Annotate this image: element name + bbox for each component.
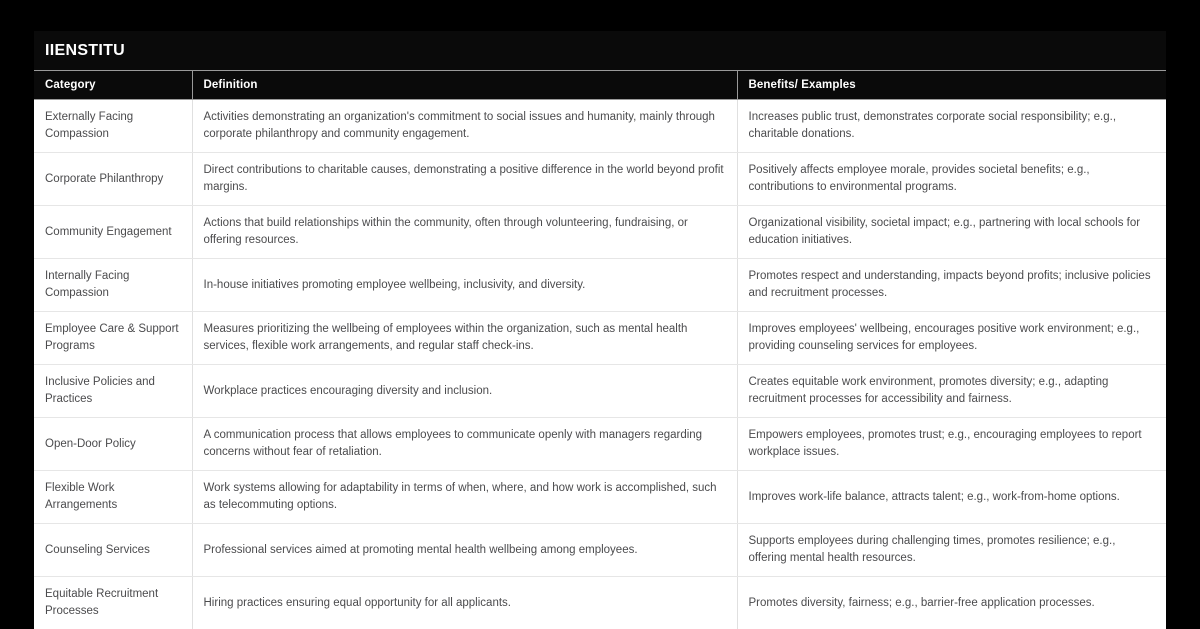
- cell-definition: [192, 577, 737, 629]
- table-card: [34, 31, 1166, 629]
- cell-definition: [192, 153, 737, 206]
- cell-definition-text: Work systems allowing for adaptability in terms of when, where, and how work is accomplished, such as telecommuting options.: [204, 480, 725, 514]
- cell-category: [34, 259, 192, 312]
- table-row: [34, 471, 1166, 524]
- cell-category-text: Flexible Work Arrangements: [45, 480, 180, 514]
- cell-benefits: [737, 100, 1166, 153]
- cell-benefits: [737, 418, 1166, 471]
- cell-category-text: Corporate Philanthropy: [45, 171, 180, 188]
- cell-benefits-text: Improves employees' wellbeing, encourages positive work environment; e.g., providing counseling services for employees.: [749, 321, 1155, 355]
- table-row: [34, 312, 1166, 365]
- cell-category-text: Externally Facing Compassion: [45, 109, 180, 143]
- table-body: [34, 100, 1166, 629]
- cell-definition-text: Measures prioritizing the wellbeing of employees within the organization, such as mental health services, flexible work arrangements, and regular staff check-ins.: [204, 321, 725, 355]
- cell-definition-text: Hiring practices ensuring equal opportunity for all applicants.: [204, 595, 725, 612]
- cell-benefits: [737, 259, 1166, 312]
- cell-definition: [192, 524, 737, 577]
- cell-category: [34, 153, 192, 206]
- table-row: [34, 418, 1166, 471]
- brand-bar: [34, 31, 1166, 71]
- cell-benefits: [737, 206, 1166, 259]
- cell-category-text: Community Engagement: [45, 224, 180, 241]
- compassion-categories-table: [34, 71, 1166, 629]
- cell-definition-text: Activities demonstrating an organization's commitment to social issues and humanity, mainly through corporate philanthropy and community engagement.: [204, 109, 725, 143]
- cell-benefits-text: Organizational visibility, societal impact; e.g., partnering with local schools for education initiatives.: [749, 215, 1155, 249]
- cell-benefits: [737, 471, 1166, 524]
- cell-category: [34, 577, 192, 629]
- table-row: [34, 153, 1166, 206]
- cell-benefits: [737, 153, 1166, 206]
- cell-definition: [192, 471, 737, 524]
- cell-definition-text: In-house initiatives promoting employee wellbeing, inclusivity, and diversity.: [204, 277, 725, 294]
- cell-benefits-text: Empowers employees, promotes trust; e.g., encouraging employees to report workplace issues.: [749, 427, 1155, 461]
- cell-benefits-text: Creates equitable work environment, promotes diversity; e.g., adapting recruitment processes for accessibility and fairness.: [749, 374, 1155, 408]
- cell-definition: [192, 100, 737, 153]
- cell-benefits-text: Promotes respect and understanding, impacts beyond profits; inclusive policies and recruitment processes.: [749, 268, 1155, 302]
- cell-benefits-text: Positively affects employee morale, provides societal benefits; e.g., contributions to environmental programs.: [749, 162, 1155, 196]
- cell-definition-text: A communication process that allows employees to communicate openly with managers regarding concerns without fear of retaliation.: [204, 427, 725, 461]
- cell-definition: [192, 206, 737, 259]
- cell-definition-text: Workplace practices encouraging diversity and inclusion.: [204, 383, 725, 400]
- table-row: [34, 206, 1166, 259]
- cell-category: [34, 418, 192, 471]
- cell-benefits: [737, 365, 1166, 418]
- cell-category-text: Inclusive Policies and Practices: [45, 374, 180, 408]
- cell-category-text: Employee Care & Support Programs: [45, 321, 180, 355]
- cell-definition-text: Professional services aimed at promoting mental health wellbeing among employees.: [204, 542, 725, 559]
- cell-benefits-text: Improves work-life balance, attracts talent; e.g., work-from-home options.: [749, 489, 1155, 506]
- cell-definition-text: Direct contributions to charitable causes, demonstrating a positive difference in the world beyond profit margins.: [204, 162, 725, 196]
- table-header-row: [34, 71, 1166, 100]
- brand-logo: IIENSTITU: [45, 42, 125, 60]
- cell-category-text: Counseling Services: [45, 542, 180, 559]
- cell-definition-text: Actions that build relationships within the community, often through volunteering, fundraising, or offering resources.: [204, 215, 725, 249]
- table-row: [34, 259, 1166, 312]
- cell-definition: [192, 418, 737, 471]
- cell-category-text: Internally Facing Compassion: [45, 268, 180, 302]
- cell-definition: [192, 365, 737, 418]
- cell-benefits: [737, 312, 1166, 365]
- cell-benefits-text: Promotes diversity, fairness; e.g., barrier-free application processes.: [749, 595, 1155, 612]
- column-header-category: Category: [34, 71, 192, 100]
- cell-category: [34, 524, 192, 577]
- column-header-definition: Definition: [192, 71, 737, 100]
- cell-benefits: [737, 524, 1166, 577]
- cell-definition: [192, 312, 737, 365]
- cell-benefits: [737, 577, 1166, 629]
- table-row: [34, 365, 1166, 418]
- cell-benefits-text: Increases public trust, demonstrates corporate social responsibility; e.g., charitable donations.: [749, 109, 1155, 143]
- cell-category-text: Equitable Recruitment Processes: [45, 586, 180, 620]
- cell-definition: [192, 259, 737, 312]
- cell-category: [34, 365, 192, 418]
- cell-category: [34, 471, 192, 524]
- cell-benefits-text: Supports employees during challenging times, promotes resilience; e.g., offering mental health resources.: [749, 533, 1155, 567]
- column-header-benefits: Benefits/ Examples: [737, 71, 1166, 100]
- cell-category-text: Open-Door Policy: [45, 436, 180, 453]
- cell-category: [34, 312, 192, 365]
- table-row: [34, 577, 1166, 629]
- table-row: [34, 524, 1166, 577]
- cell-category: [34, 206, 192, 259]
- table-row: [34, 100, 1166, 153]
- table-header: [34, 71, 1166, 100]
- cell-category: [34, 100, 192, 153]
